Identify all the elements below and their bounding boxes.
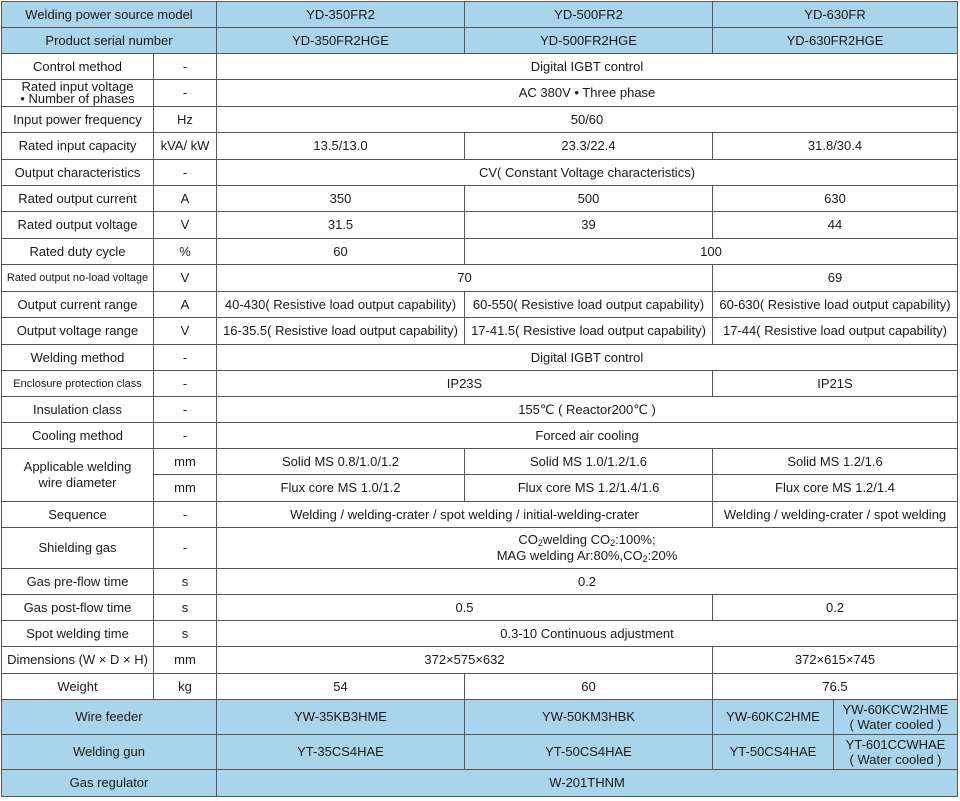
row-value: 0.2 xyxy=(217,569,958,595)
value-350: YT-35CS4HAE xyxy=(217,735,465,770)
row-unit: - xyxy=(154,502,217,528)
row-unit: V xyxy=(154,318,217,345)
value-630: 630 xyxy=(713,186,958,212)
row-unit: V xyxy=(154,212,217,239)
row-label: Output current range xyxy=(2,292,154,318)
row-no-load-voltage xyxy=(2,265,958,292)
row-unit: - xyxy=(154,80,217,107)
value-630: 69 xyxy=(713,265,958,292)
row-unit: - xyxy=(154,528,217,569)
row-unit: s xyxy=(154,569,217,595)
serial-label: Product serial number xyxy=(2,28,217,54)
row-unit: kg xyxy=(154,674,217,700)
value-350-500: 372×575×632 xyxy=(217,647,713,674)
row-wire-diameter-solid xyxy=(2,449,958,475)
row-unit: mm xyxy=(154,647,217,674)
row-insulation-class xyxy=(2,397,958,423)
row-gas-regulator xyxy=(2,770,958,797)
value-350: Flux core MS 1.0/1.2 xyxy=(217,475,465,502)
value-630: 0.2 xyxy=(713,595,958,621)
row-unit: - xyxy=(154,345,217,371)
value-350-500: IP23S xyxy=(217,371,713,397)
row-output-current-range xyxy=(2,292,958,318)
row-unit: - xyxy=(154,397,217,423)
value-350: 16-35.5( Resistive load output capability) xyxy=(217,318,465,345)
value-500: 60-550( Resistive load output capability) xyxy=(465,292,713,318)
row-value: Digital IGBT control xyxy=(217,54,958,80)
row-label: Input power frequency xyxy=(2,107,154,133)
row-value: Digital IGBT control xyxy=(217,345,958,371)
row-unit: s xyxy=(154,595,217,621)
row-label xyxy=(2,449,154,502)
row-enclosure-protection xyxy=(2,371,958,397)
row-value: 155℃ ( Reactor200℃ ) xyxy=(217,397,958,423)
spec-table xyxy=(1,1,958,797)
row-wire-feeder xyxy=(2,700,958,735)
model-350: YD-350FR2 xyxy=(217,2,465,28)
row-label: Dimensions (W × D × H) xyxy=(2,647,154,674)
value-350: 40-430( Resistive load output capability) xyxy=(217,292,465,318)
row-value: 50/60 xyxy=(217,107,958,133)
value-630: YW-60KC2HME xyxy=(713,700,834,735)
row-control-method xyxy=(2,54,958,80)
value-350: 31.5 xyxy=(217,212,465,239)
serial-500: YD-500FR2HGE xyxy=(465,28,713,54)
model-500: YD-500FR2 xyxy=(465,2,713,28)
row-unit: % xyxy=(154,239,217,265)
model-label: Welding power source model xyxy=(2,2,217,28)
row-spot-welding-time xyxy=(2,621,958,647)
row-label xyxy=(2,80,154,107)
row-cooling-method xyxy=(2,423,958,449)
row-unit: - xyxy=(154,54,217,80)
row-welding-method xyxy=(2,345,958,371)
co2-line: $CO_2welding$ $CO_2:100\%$; xyxy=(518,532,656,548)
value-350: Solid MS 0.8/1.0/1.2 xyxy=(217,449,465,475)
row-value: W-201THNM xyxy=(217,770,958,797)
value-350: 60 xyxy=(217,239,465,265)
row-label: Control method xyxy=(2,54,154,80)
label-line-2: • Number of phases xyxy=(20,91,135,106)
row-unit: - xyxy=(154,371,217,397)
row-label: Output voltage range xyxy=(2,318,154,345)
row-label: Rated duty cycle xyxy=(2,239,154,265)
value-630: Flux core MS 1.2/1.4 xyxy=(713,475,958,502)
row-label: Output characteristics xyxy=(2,160,154,186)
row-label: Spot welding time xyxy=(2,621,154,647)
value-350: 13.5/13.0 xyxy=(217,133,465,160)
row-sequence xyxy=(2,502,958,528)
row-label: Wire feeder xyxy=(2,700,217,735)
row-unit: kVA/ kW xyxy=(154,133,217,160)
row-label: Gas pre-flow time xyxy=(2,569,154,595)
row-rated-input-capacity xyxy=(2,133,958,160)
value-500: 500 xyxy=(465,186,713,212)
value-500: YT-50CS4HAE xyxy=(465,735,713,770)
mag-line: MAG welding $Ar:80\%,CO_2:20\%$ xyxy=(496,548,678,564)
label-line-2: wire diameter xyxy=(38,475,117,490)
serial-350: YD-350FR2HGE xyxy=(217,28,465,54)
row-serial xyxy=(2,28,958,54)
row-rated-duty-cycle xyxy=(2,239,958,265)
value-500: 39 xyxy=(465,212,713,239)
value-500: 17-41.5( Resistive load output capability) xyxy=(465,318,713,345)
row-label: Rated output no-load voltage xyxy=(2,265,154,292)
row-value: 0.3-10 Continuous adjustment xyxy=(217,621,958,647)
row-rated-input-voltage xyxy=(2,80,958,107)
value-630-water-cooled: YW-60KCW2HME ( Water cooled ) xyxy=(834,700,958,735)
row-rated-output-current xyxy=(2,186,958,212)
row-label: Shielding gas xyxy=(2,528,154,569)
row-rated-output-voltage xyxy=(2,212,958,239)
row-label: Rated output current xyxy=(2,186,154,212)
row-value: AC 380V • Three phase xyxy=(217,80,958,107)
row-label: Rated output voltage xyxy=(2,212,154,239)
value-630-water-cooled: YT-601CCWHAE ( Water cooled ) xyxy=(834,735,958,770)
row-label: Cooling method xyxy=(2,423,154,449)
value-500: Flux core MS 1.2/1.4/1.6 xyxy=(465,475,713,502)
row-unit: mm xyxy=(154,475,217,502)
value-500: YW-50KM3HBK xyxy=(465,700,713,735)
serial-630: YD-630FR2HGE xyxy=(713,28,958,54)
value-630: Solid MS 1.2/1.6 xyxy=(713,449,958,475)
row-output-voltage-range xyxy=(2,318,958,345)
value-630: 31.8/30.4 xyxy=(713,133,958,160)
value-630: IP21S xyxy=(713,371,958,397)
row-unit: A xyxy=(154,292,217,318)
value-350-500: 0.5 xyxy=(217,595,713,621)
value-630: Welding / welding-crater / spot welding xyxy=(713,502,958,528)
value-630: 76.5 xyxy=(713,674,958,700)
row-shielding-gas xyxy=(2,528,958,569)
row-label: Rated input capacity xyxy=(2,133,154,160)
value-630: YT-50CS4HAE xyxy=(713,735,834,770)
row-gas-pre-flow xyxy=(2,569,958,595)
value-630: 17-44( Resistive load output capability) xyxy=(713,318,958,345)
value-500: Solid MS 1.0/1.2/1.6 xyxy=(465,449,713,475)
row-label: Weight xyxy=(2,674,154,700)
value-630: 372×615×745 xyxy=(713,647,958,674)
row-value: CV( Constant Voltage characteristics) xyxy=(217,160,958,186)
row-model xyxy=(2,2,958,28)
row-label: Insulation class xyxy=(2,397,154,423)
value-630: 44 xyxy=(713,212,958,239)
row-value: Forced air cooling xyxy=(217,423,958,449)
row-weight xyxy=(2,674,958,700)
row-unit: mm xyxy=(154,449,217,475)
label-line-1: Rated input voltage xyxy=(21,79,134,94)
value-500: 23.3/22.4 xyxy=(465,133,713,160)
row-unit: s xyxy=(154,621,217,647)
value-350: YW-35KB3HME xyxy=(217,700,465,735)
value-350: 54 xyxy=(217,674,465,700)
row-label: Gas post-flow time xyxy=(2,595,154,621)
row-unit: - xyxy=(154,423,217,449)
row-unit: Hz xyxy=(154,107,217,133)
row-gas-post-flow xyxy=(2,595,958,621)
row-label: Welding method xyxy=(2,345,154,371)
value-630: 60-630( Resistive load output capability) xyxy=(713,292,958,318)
row-unit: V xyxy=(154,265,217,292)
value-350: 350 xyxy=(217,186,465,212)
model-630: YD-630FR xyxy=(713,2,958,28)
value-500-630: 100 xyxy=(465,239,958,265)
value-500: 60 xyxy=(465,674,713,700)
row-label: Enclosure protection class xyxy=(2,371,154,397)
row-label: Sequence xyxy=(2,502,154,528)
row-dimensions xyxy=(2,647,958,674)
row-unit: A xyxy=(154,186,217,212)
row-label: Welding gun xyxy=(2,735,217,770)
row-welding-gun xyxy=(2,735,958,770)
row-unit: - xyxy=(154,160,217,186)
row-value xyxy=(217,528,958,569)
value-350-500: 70 xyxy=(217,265,713,292)
label-line-1: Applicable welding xyxy=(23,459,132,474)
row-input-power-frequency xyxy=(2,107,958,133)
row-label: Gas regulator xyxy=(2,770,217,797)
row-output-characteristics xyxy=(2,160,958,186)
value-350-500: Welding / welding-crater / spot welding / initial-welding-crater xyxy=(217,502,713,528)
